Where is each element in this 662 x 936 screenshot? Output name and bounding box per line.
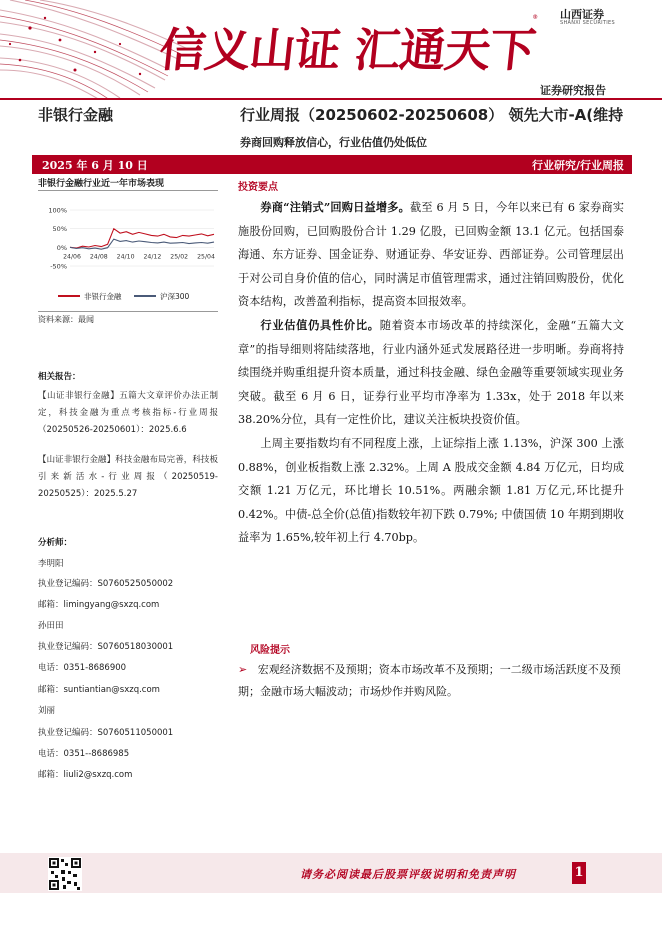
risk-heading: 风险提示 bbox=[250, 645, 290, 656]
chart-title: 非银行金融行业近一年市场表现 bbox=[38, 179, 165, 189]
divider bbox=[38, 190, 218, 191]
x-tick-label: 24/12 bbox=[143, 253, 162, 261]
analyst-name: 孙田田 bbox=[38, 621, 64, 631]
legend-label: 沪深300 bbox=[160, 292, 190, 301]
performance-chart bbox=[38, 196, 218, 308]
paragraph-text: 截至 6 月 5 日，今年以来已有 6 家券商实施股份回购，已回购股份合计 1.29 亿股，已回购金额 13.1 亿元。包括国泰海通、东方证券、国金证券、财通证券、华安证券、西部证券。公司管理层出于对公司自身价值的信心，同时满足市值管理需求，通过注销回购股份，优化资本结构，改善盈利指标，提高资本回报效率。 bbox=[238, 201, 624, 309]
series-line bbox=[70, 229, 214, 248]
related-report-1[interactable]: 【山证非银行金融】五篇大文章评价办法正制定，科技金融为重点考核指标-行业周报（20250526-20250601）：2025.6.6 bbox=[38, 391, 218, 435]
x-tick-label: 25/04 bbox=[197, 253, 215, 261]
series-line bbox=[70, 239, 214, 249]
legend-label: 非银行金融 bbox=[84, 292, 122, 301]
logo-name: 山西证券 bbox=[560, 8, 604, 21]
bullet-arrow-icon: ➢ bbox=[238, 663, 248, 676]
x-tick-label: 24/10 bbox=[116, 253, 135, 261]
analyst-cert: 执业登记编码：S0760511050001 bbox=[38, 728, 174, 738]
report-type: 证券研究报告 bbox=[540, 84, 606, 97]
analyst-cert: 执业登记编码：S0760518030001 bbox=[38, 642, 174, 652]
divider bbox=[38, 311, 218, 312]
x-tick-label: 24/08 bbox=[89, 253, 108, 261]
y-tick-label: 0% bbox=[56, 243, 67, 252]
invest-points-heading: 投资要点 bbox=[238, 182, 278, 193]
paragraph-valuation bbox=[238, 314, 624, 432]
related-reports-label: 相关报告： bbox=[38, 372, 81, 382]
y-tick-label: -50% bbox=[50, 262, 67, 271]
report-date: 2025 年 6 月 10 日 bbox=[42, 159, 148, 172]
paragraph-buyback bbox=[238, 196, 624, 314]
main-body bbox=[238, 196, 624, 550]
analyst-name: 刘丽 bbox=[38, 706, 56, 716]
chart-source: 资料来源：最闻 bbox=[38, 315, 94, 324]
y-tick-label: 100% bbox=[48, 206, 67, 215]
report-category: 行业研究/行业周报 bbox=[531, 159, 624, 172]
company-logo-icon bbox=[533, 5, 557, 29]
analyst-email[interactable]: 邮箱：limingyang@sxzq.com bbox=[38, 600, 160, 610]
paragraph-bold-lead: 行业估值仍具性价比。 bbox=[260, 317, 380, 332]
analyst-cert: 执业登记编码：S0760525050002 bbox=[38, 579, 174, 589]
risk-text: 宏观经济数据不及预期；资本市场改革不及预期；一二级市场活跃度不及预期；金融市场大幅波动；市场炒作并购风险。 bbox=[238, 663, 621, 698]
page-number: 1 bbox=[572, 862, 586, 884]
x-tick-label: 24/06 bbox=[63, 253, 81, 261]
x-tick-label: 25/02 bbox=[170, 253, 189, 261]
sector-name: 非银行金融 bbox=[38, 106, 114, 124]
paragraph-bold-lead: 券商“注销式”回购日益增多。 bbox=[260, 200, 410, 214]
report-subtitle: 券商回购释放信心，行业估值仍处低位 bbox=[240, 136, 427, 149]
qr-code-icon bbox=[48, 857, 82, 891]
logo-subtitle: SHANXI SECURITIES bbox=[560, 20, 615, 26]
analyst-name: 李明阳 bbox=[38, 559, 64, 569]
paragraph-text: 随着资本市场改革的持续深化，金融“五篇大文章”的指导细则将陆续落地，行业内涵外延式发展路径进一步明晰。券商将持续围绕并购重组提升资本质量，通过科技金融、绿色金融等重要领域实现业务突破。截至 6 月 6 日，证券行业平均市净率为 1.33x，处于 2018 年以来 38.20%分位，具有一定性价比，建议关注板块投资价值。 bbox=[238, 318, 624, 427]
risk-list bbox=[238, 659, 624, 703]
y-tick-label: 50% bbox=[52, 225, 67, 234]
report-title: 行业周报（20250602-20250608） 领先大市-A(维持 bbox=[240, 106, 624, 124]
analysts-label: 分析师： bbox=[38, 538, 73, 548]
related-report-2[interactable]: 【山证非银行金融】科技金融布局完善，科技板引来新活水-行业周报（20250519-20250525）：2025.5.27 bbox=[38, 455, 218, 499]
analyst-phone: 电话：0351-8686900 bbox=[38, 663, 127, 673]
analyst-email[interactable]: 邮箱：liuli2@sxzq.com bbox=[38, 770, 133, 780]
slogan: 信义山证 汇通天下 bbox=[156, 23, 538, 77]
paragraph-market: 上周主要指数均有不同程度上涨，上证综指上涨 1.13%，沪深 300 上涨 0.88%，创业板指数上涨 2.32%。上周 A 股成交金额 4.84 万亿元，日均成交额 1.21 万亿元，环比增长 10.51%。两融余额 1.81 万亿元,环比提升 0.42%。中债-总全价(总值)指数较年初下跌 0.79%; 中债国债 10 年期到期收益率为 1.65%,较年初上行 4.70bp。 bbox=[238, 436, 624, 545]
disclaimer-text: 请务必阅读最后股票评级说明和免责声明 bbox=[300, 868, 516, 881]
analyst-phone: 电话：0351--8686985 bbox=[38, 749, 130, 759]
analyst-email[interactable]: 邮箱：suntiantian@sxzq.com bbox=[38, 685, 160, 695]
